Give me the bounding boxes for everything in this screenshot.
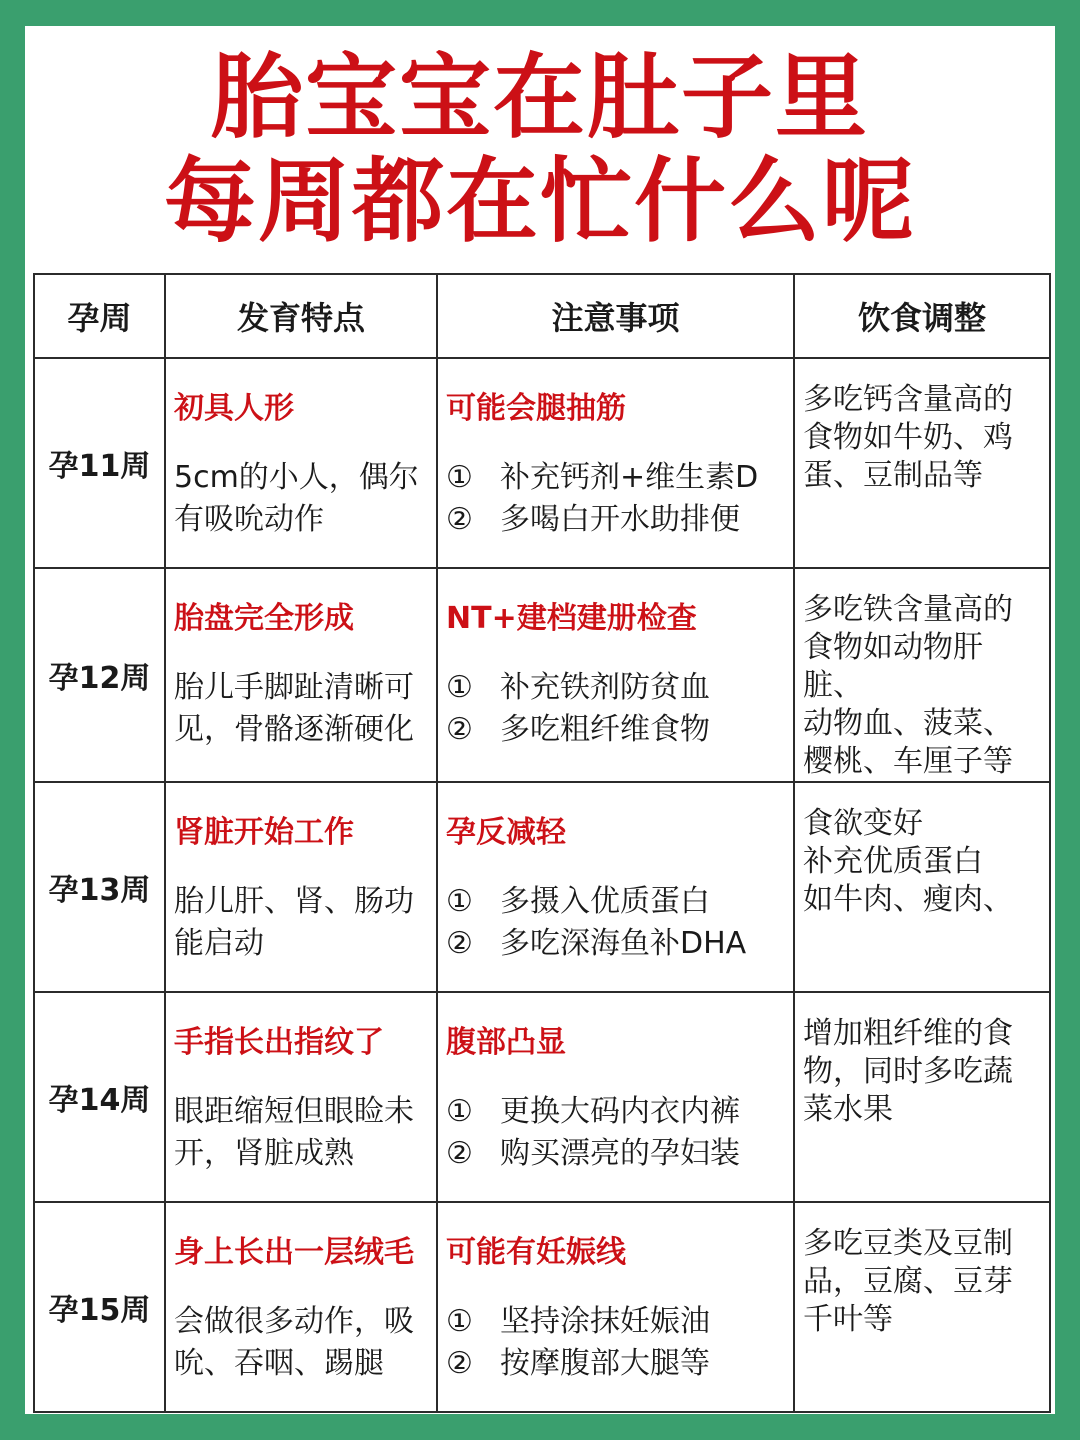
notes-title: 可能有妊娠线 — [446, 1235, 626, 1270]
development-title: 身上长出一层绒毛 — [174, 1235, 414, 1270]
development-desc: 眼距缩短但眼睑未开，肾脏成熟 — [174, 1094, 414, 1171]
notes-cell — [437, 568, 794, 782]
tip-item — [446, 923, 787, 965]
development-cell — [165, 358, 437, 568]
tip-number: ① — [446, 460, 473, 495]
diet-text: 多吃豆类及豆制 品，豆腐、豆芽 千叶等 — [803, 1226, 1013, 1337]
header-development: 发育特点 — [165, 274, 437, 358]
development-desc: 胎儿肝、肾、肠功能启动 — [174, 884, 414, 961]
tip-text: 购买漂亮的孕妇装 — [500, 1136, 740, 1171]
development-cell — [165, 568, 437, 782]
tip-text: 补充钙剂+维生素D — [500, 460, 759, 495]
tip-item — [446, 457, 787, 499]
table-row — [34, 358, 1050, 568]
week-label: 孕11周 — [34, 358, 165, 568]
tip-text: 补充铁剂防贫血 — [500, 670, 710, 705]
table-row — [34, 568, 1050, 782]
tip-number: ② — [446, 502, 473, 537]
development-title: 胎盘完全形成 — [174, 601, 354, 636]
development-title: 初具人形 — [174, 391, 294, 426]
notes-cell — [437, 992, 794, 1202]
tip-number: ② — [446, 1346, 473, 1381]
diet-text: 食欲变好 补充优质蛋白 如牛肉、瘦肉、 — [803, 806, 1013, 917]
diet-cell — [794, 1202, 1050, 1412]
development-desc: 会做很多动作，吸吮、吞咽、踢腿 — [174, 1304, 414, 1381]
tip-number: ① — [446, 1304, 473, 1339]
development-title: 手指长出指纹了 — [174, 1025, 384, 1060]
page-title-line2: 每周都在忙什么呢 — [163, 148, 916, 255]
header-diet: 饮食调整 — [794, 274, 1050, 358]
development-cell — [165, 1202, 437, 1412]
development-cell — [165, 992, 437, 1202]
diet-cell — [794, 782, 1050, 992]
tip-item — [446, 667, 787, 709]
notes-cell — [437, 358, 794, 568]
tip-number: ① — [446, 1094, 473, 1129]
diet-text: 多吃钙含量高的 食物如牛奶、鸡 蛋、豆制品等 — [803, 382, 1013, 493]
tip-item — [446, 1133, 787, 1175]
tip-number: ① — [446, 670, 473, 705]
tip-number: ② — [446, 926, 473, 961]
diet-cell — [794, 992, 1050, 1202]
tip-item — [446, 709, 787, 751]
pregnancy-week-table — [33, 273, 1051, 1413]
notes-title: 孕反减轻 — [446, 815, 566, 850]
tip-text: 多吃粗纤维食物 — [500, 712, 710, 747]
tip-number: ① — [446, 884, 473, 919]
diet-text: 多吃铁含量高的 食物如动物肝脏、 动物血、菠菜、 樱桃、车厘子等 — [803, 592, 1013, 779]
tip-text: 多喝白开水助排便 — [500, 502, 740, 537]
tip-item — [446, 1301, 787, 1343]
tip-number: ② — [446, 712, 473, 747]
tip-number: ② — [446, 1136, 473, 1171]
diet-cell — [794, 568, 1050, 782]
week-label: 孕14周 — [34, 992, 165, 1202]
diet-cell — [794, 358, 1050, 568]
table-header-row — [34, 274, 1050, 358]
table-row — [34, 992, 1050, 1202]
table-row — [34, 782, 1050, 992]
development-desc: 胎儿手脚趾清晰可见，骨骼逐渐硬化 — [174, 670, 414, 747]
tip-text: 多吃深海鱼补DHA — [500, 926, 747, 961]
week-label: 孕12周 — [34, 568, 165, 782]
notes-title: NT+建档建册检查 — [446, 601, 697, 636]
week-label: 孕15周 — [34, 1202, 165, 1412]
header-notes: 注意事项 — [437, 274, 794, 358]
tip-item — [446, 881, 787, 923]
development-desc: 5cm的小人，偶尔有吸吮动作 — [174, 460, 419, 537]
header-week: 孕周 — [34, 274, 165, 358]
week-label: 孕13周 — [34, 782, 165, 992]
tip-item — [446, 499, 787, 541]
tip-item — [446, 1091, 787, 1133]
tip-text: 更换大码内衣内裤 — [500, 1094, 740, 1129]
tip-text: 多摄入优质蛋白 — [500, 884, 710, 919]
development-title: 肾脏开始工作 — [174, 815, 354, 850]
table-row — [34, 1202, 1050, 1412]
tip-text: 按摩腹部大腿等 — [500, 1346, 710, 1381]
tip-item — [446, 1343, 787, 1385]
notes-cell — [437, 1202, 794, 1412]
notes-title: 可能会腿抽筋 — [446, 391, 626, 426]
notes-title: 腹部凸显 — [446, 1025, 566, 1060]
diet-text: 增加粗纤维的食 物，同时多吃蔬 菜水果 — [803, 1016, 1013, 1127]
tip-text: 坚持涂抹妊娠油 — [500, 1304, 710, 1339]
page-title-line1: 胎宝宝在肚子里 — [210, 44, 869, 151]
notes-cell — [437, 782, 794, 992]
development-cell — [165, 782, 437, 992]
